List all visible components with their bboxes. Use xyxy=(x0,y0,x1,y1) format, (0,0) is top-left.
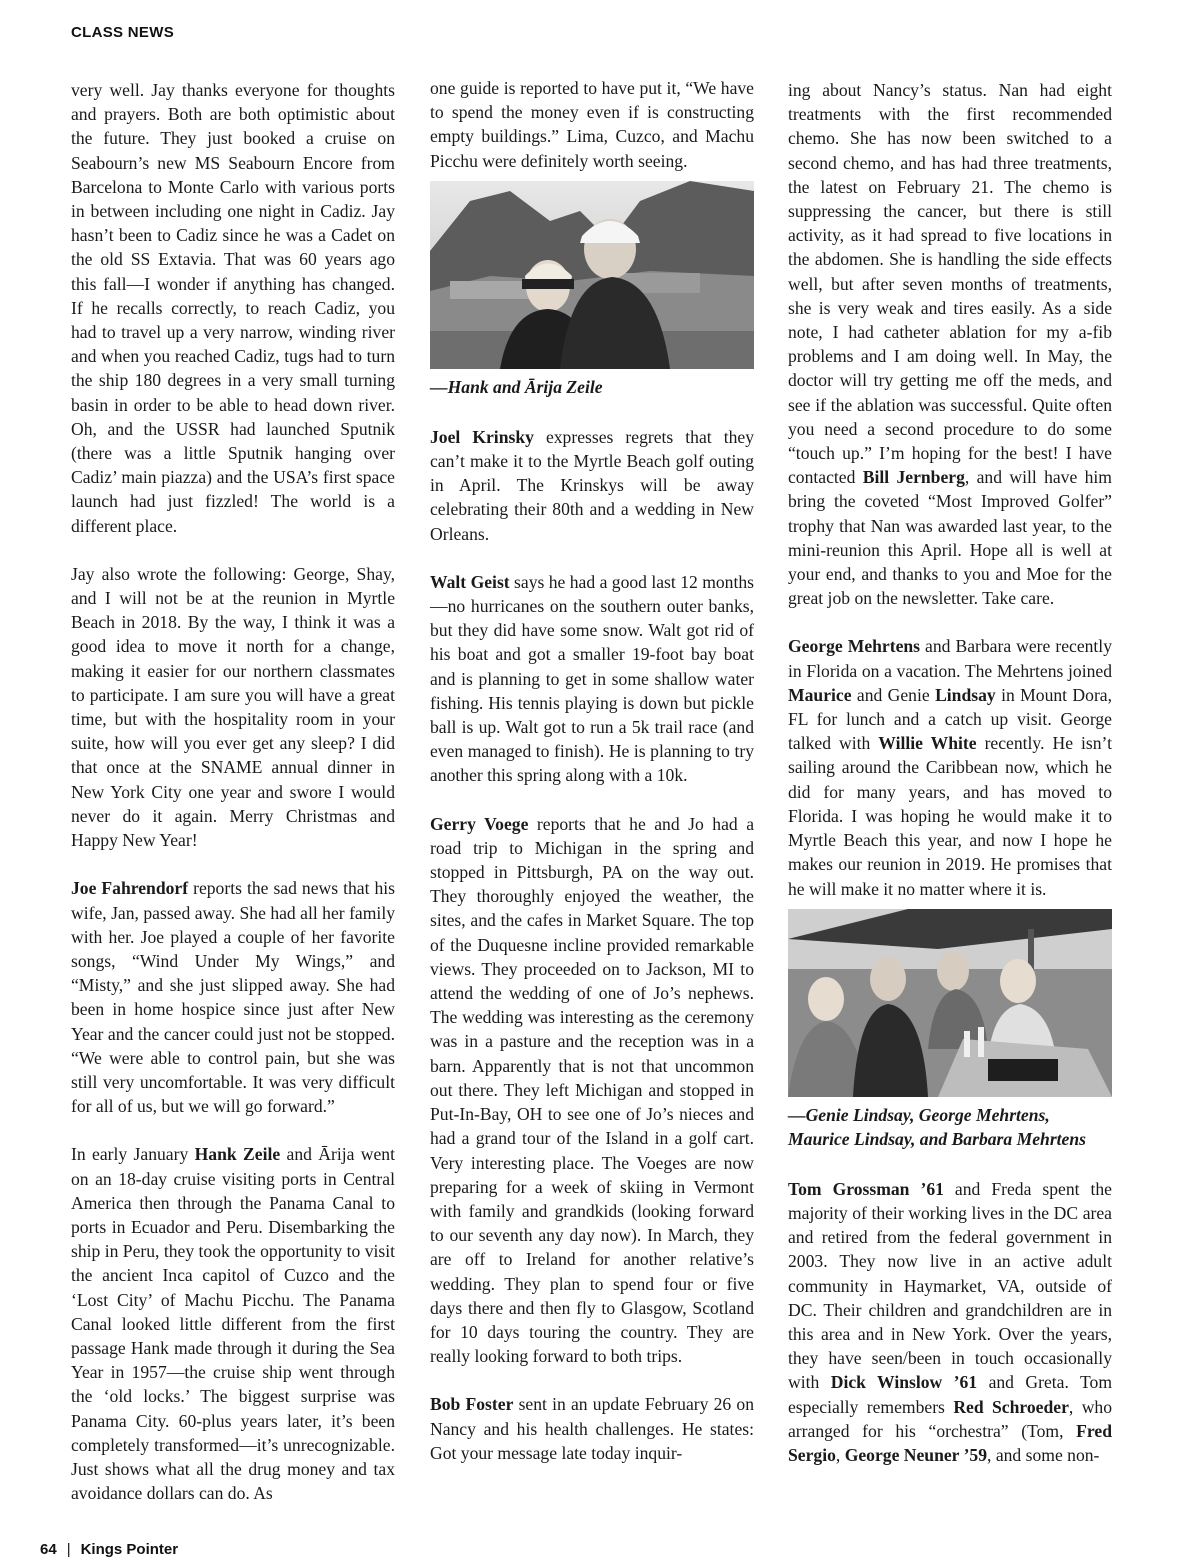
paragraph-text: , xyxy=(835,1444,845,1465)
paragraph-text: In early January xyxy=(71,1144,195,1165)
paragraph-text: and Freda spent the majority of their working lives in the DC area and retired from the federal government in 2003. They now live in an active adult community in Haymarket, VA, outside of DC. Their children and grandchildren are in this area and in New York. Over the years, they have seen/been in touch occasionally with xyxy=(788,1178,1112,1393)
person-name: Dick Winslow ’61 xyxy=(830,1372,978,1393)
paragraph xyxy=(430,812,754,1369)
paragraph-text: sent in an update February 26 on Nancy and his health challenges. He states: Got your message late today inquir- xyxy=(430,1394,754,1463)
photo-group-lunch xyxy=(788,909,1112,1097)
paragraph xyxy=(71,1142,395,1505)
paragraph-text: expresses regrets that they can’t make it to the Myrtle Beach golf outing in April. The Krinskys will be away celebrating their 80th and a wedding in New Orleans. xyxy=(430,426,754,544)
paragraph: one guide is reported to have put it, “We have to spend the money even if is constructing empty buildings.” Lima, Cuzco, and Machu Picchu were definitely worth seeing. xyxy=(430,78,754,171)
paragraph xyxy=(71,876,395,1118)
paragraph-text: in Mount Dora, FL for lunch and a catch up visit. George talked with xyxy=(788,684,1113,754)
person-name: Walt Geist xyxy=(430,571,510,592)
person-name: Lindsay xyxy=(935,684,996,705)
paragraph-text: and Greta. Tom especially remembers xyxy=(788,1372,1112,1417)
paragraph-text: and Barbara were recently in Florida on a vacation. The Mehrtens joined xyxy=(788,636,1112,681)
column-2 xyxy=(430,76,754,1489)
paragraph-text: reports that he and Jo had a road trip to Michigan in the spring and stopped in Pittsburgh, PA on the way out. They thoroughly enjoyed the weather, the sites, and the cafes in Market Square. The top of the Duquesne incline provided remarkable views. They proceeded on to Jackson, MI to attend the wedding of one of Jo’s nephews. The wedding was interesting as the ceremony was in a pasture and the reception was in a barn. Apparently that is not that uncommon out there. They left Michigan and stopped in Put-In-Bay, OH to see one of Jo’s nieces and had a grand tour of the Island in a golf cart. Very interesting place. The Voeges are now preparing for a week of skiing in Vermont with family and grandkids (looking forward to our seventh any day now). In March, they are off to Ireland for another relative’s wedding. They plan to spend four or five days there and then fly to Glasgow, Scotland for 10 days touring the country. They are really looking forward to both trips. xyxy=(430,813,755,1367)
person-name: George Neuner ’59 xyxy=(844,1444,988,1465)
paragraph xyxy=(430,425,754,546)
person-name: Willie White xyxy=(878,733,977,754)
person-name: George Mehrtens xyxy=(788,636,921,657)
person-name: Bob Foster xyxy=(430,1394,514,1415)
section-label: CLASS NEWS xyxy=(71,24,175,41)
person-name: Tom Grossman ’61 xyxy=(788,1178,944,1199)
column-1 xyxy=(71,78,395,1529)
person-name: Red Schroeder xyxy=(953,1396,1069,1417)
paragraph-text: , and some non- xyxy=(987,1444,1100,1465)
paragraph-text: and Genie xyxy=(851,684,936,705)
person-name: Joel Krinsky xyxy=(430,426,534,447)
photo-machu-picchu xyxy=(430,181,754,369)
person-name: Hank Zeile xyxy=(194,1144,281,1165)
paragraph xyxy=(788,78,1112,610)
person-name: Bill Jernberg xyxy=(862,467,965,488)
person-name: Fred Sergio xyxy=(788,1420,1112,1465)
photo-caption: —Hank and Ārija Zeile xyxy=(430,376,603,397)
paragraph-text: recently. He isn’t sailing around the Caribbean now, which he did for many years, and has moved to Florida. I was hoping he would make it to Myrtle Beach this year, and now I hope he makes our reunion in 2019. He promises that he will make it no matter where it is. xyxy=(788,733,1112,899)
paragraph-text: ing about Nancy’s status. Nan had eight treatments with the first recommended chemo. She has now been switched to a second chemo, and has had three treatments, the latest on February 21. The chemo is suppressing the cancer, but there is still activity, as it had spread to five locations in the abdomen. She is handling the side effects well, but after seven months of treatments, she is very weak and tires easily. As a side note, I had catheter ablation for my a-fib problems and I am doing well. In May, the doctor will try getting me off the meds, and see if the ablation was successful. Quite often you need a second procedure to do some “touch up.” I’m hoping for the best! I have contacted xyxy=(788,80,1112,488)
paragraph-text: , and will have him bring the coveted “Most Improved Golfer” trophy that Nan was awarded last year, to the mini-reunion this April. Hope all is well at your end, and thanks to you and Moe for the great job on the newsletter. Take care. xyxy=(788,467,1112,609)
photo-image xyxy=(788,909,1112,1097)
person-name: Maurice xyxy=(788,684,852,705)
page-footer xyxy=(40,1541,178,1558)
page-number: 64 xyxy=(40,1541,57,1558)
paragraph xyxy=(430,1392,754,1465)
paragraph-text: says he had a good last 12 months—no hurricanes on the southern outer banks, but they did have some snow. Walt got rid of his boat and got a smaller 19-foot bay boat and is planning to get in some shallow water fishing. His tennis playing is down but pickle ball is up. Walt got to run a 5k trail race (and even managed to finish). He is planning to try another this spring along with a 10k. xyxy=(430,571,754,786)
photo-image xyxy=(430,181,754,369)
photo-caption: —Genie Lindsay, George Mehrtens, Maurice Lindsay, and Barbara Mehrtens xyxy=(788,1104,1086,1149)
paragraph-text: and Ārija went on an 18-day cruise visiting ports in Central America then through the Panama Canal to ports in Ecuador and Peru. Disembarking the ship in Peru, they took the opportunity to visit the ancient Inca capitol of Cuzco and the ‘Lost City’ of Machu Picchu. The Panama Canal looked little different from the first passage Hank made through it during the Sea Year in 1957—the cruise ship went through the ‘old locks.’ The biggest surprise was Panama City. 60-plus years later, it’s been completely transformed—it’s unrecognizable. Just shows what all the drug money and tax avoidance dollars can do. As xyxy=(71,1144,396,1504)
footer-separator: | xyxy=(66,1541,71,1558)
person-name: Joe Fahrendorf xyxy=(71,878,189,899)
paragraph xyxy=(788,634,1112,900)
publication-name: Kings Pointer xyxy=(80,1541,179,1558)
column-3 xyxy=(788,78,1112,1491)
paragraph xyxy=(430,570,754,788)
paragraph-text: reports the sad news that his wife, Jan, passed away. She had all her family with her. Joe played a couple of her favorite songs, “Wind Under My Wings,” and “Misty,” and she just slipped away. She had been in home hospice since just after New Year and the cancer could just not be stopped. “We were able to control pain, but she was still very uncomfortable. It was very difficult for all of us, but we will go forward.” xyxy=(71,878,395,1117)
person-name: Gerry Voege xyxy=(430,813,529,834)
paragraph: Jay also wrote the following: George, Shay, and I will not be at the reunion in Myrtle Beach in 2018. By the way, I think it was a good idea to move it north for a change, making it easier for our northern classmates to participate. I am sure you will have a great time, but with the hospitality room in your suite, how will you ever get any sleep? I did that once at the SNAME annual dinner in New York City one year and swore I would never do it again. Merry Christmas and Happy New Year! xyxy=(71,563,395,851)
paragraph xyxy=(788,1177,1112,1467)
paragraph: very well. Jay thanks everyone for thoughts and prayers. Both are both optimistic about the future. They just booked a cruise on Seabourn’s new MS Seabourn Encore from Barcelona to Monte Carlo with various ports in between including one night in Cadiz. Jay hasn’t been to Cadiz since he was a Cadet on the old SS Extavia. That was 60 years ago this fall—I wonder if anything has changed. If he recalls correctly, to reach Cadiz, you had to travel up a very narrow, winding river and when you reached Cadiz, tugs had to turn the ship 180 degrees in a very small turning basin in order to be able to head down river. Oh, and the USSR had launched Sputnik (there was a little Sputnik hanging over Cadiz’ main piazza) and the USA’s first space launch had just fizzled! The world is a different place. xyxy=(71,80,395,536)
paragraph-text: , who arranged for his “orchestra” (Tom, xyxy=(788,1396,1113,1441)
